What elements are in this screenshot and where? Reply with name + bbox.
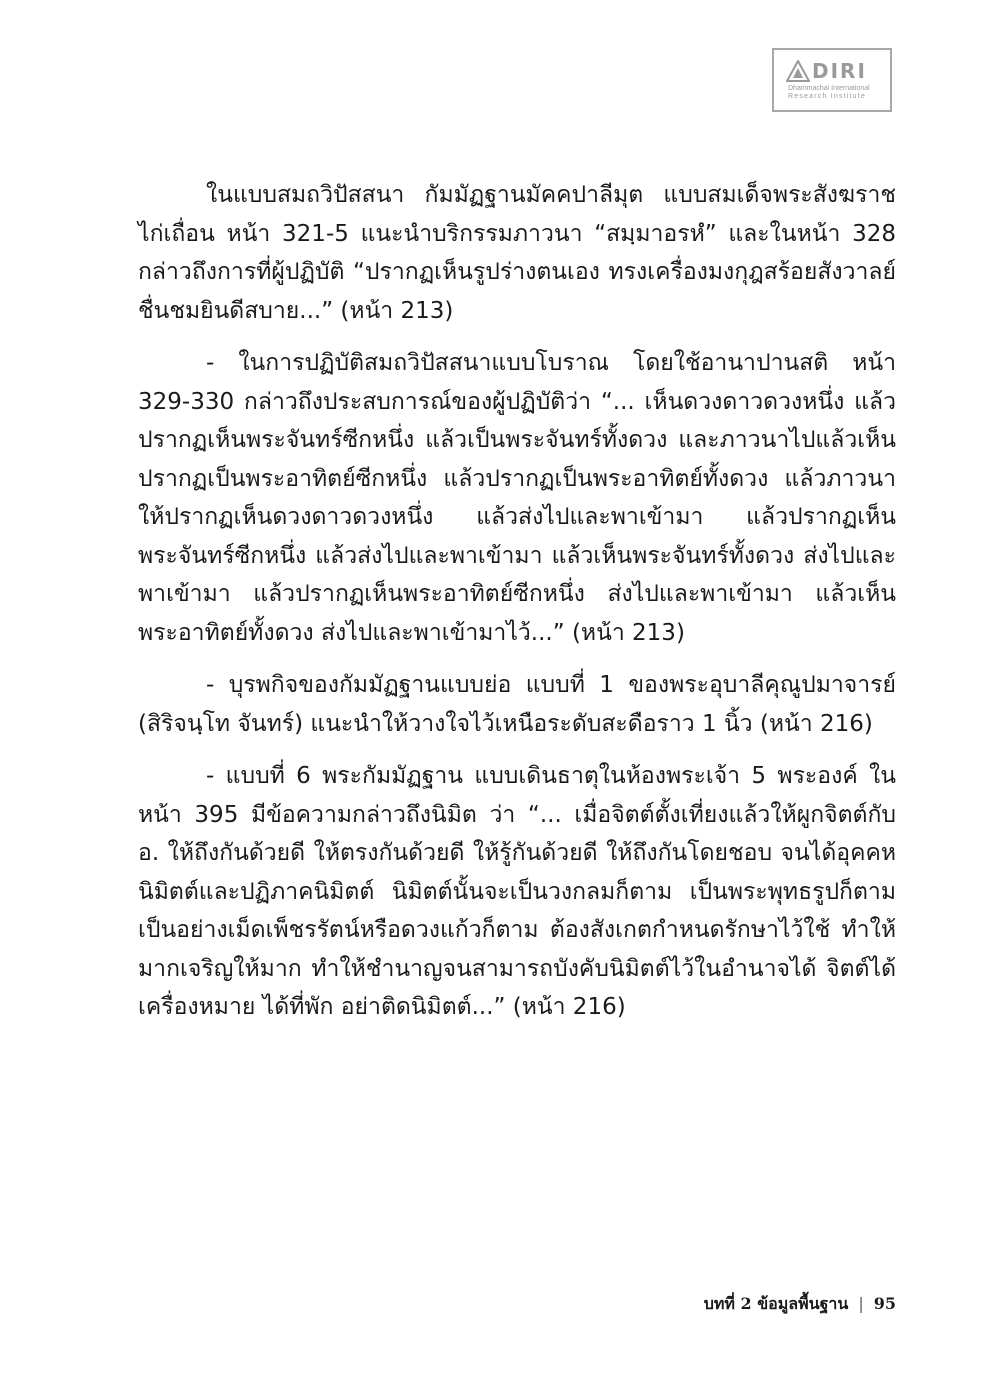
triangle-logo-icon — [786, 60, 810, 82]
paragraph: - บุรพกิจของกัมมัฏฐานแบบย่อ แบบที่ 1 ของพระอุบาลีคุณูปมาจารย์ (สิริจนฺโท จันทร์) แนะนำให้วางใจไว้เหนือระดับสะดือราว 1 นิ้ว (หน้า 216) — [138, 672, 896, 737]
institute-logo — [772, 48, 892, 112]
paragraph: - ในการปฏิบัติสมถวิปัสสนาแบบโบราณ โดยใช้อานาปานสติ หน้า 329-330 กล่าวถึงประสบการณ์ของผู้ปฏิบัติว่า “... เห็นดวงดาวดวงหนึ่ง แล้วปรากฏเห็นพระจันทร์ซีกหนึ่ง แล้วเป็นพระจันทร์ทั้งดวง และภาวนาไปแล้วเห็นปรากฏเป็นพระอาทิตย์ซีกหนึ่ง แล้วปรากฏเป็นพระอาทิตย์ทั้งดวง แล้วภาวนาให้ปรากฏเห็นดวงดาวดวงหนึ่ง แล้วส่งไปและพาเข้ามา แล้วปรากฏเห็นพระจันทร์ซีกหนึ่ง แล้วส่งไปและพาเข้ามา แล้วเห็นพระจันทร์ทั้งดวง ส่งไปและพาเข้ามา แล้วปรากฏเห็นพระอาทิตย์ซีกหนึ่ง ส่งไปและพาเข้ามา แล้วเห็นพระอาทิตย์ทั้งดวง ส่งไปและพาเข้ามาไว้...” (หน้า 213) — [138, 350, 896, 646]
body-text — [138, 176, 896, 1027]
page-number: 95 — [873, 1294, 896, 1313]
footer-separator: | — [858, 1294, 864, 1313]
logo-subtitle-line2: Research Institute — [788, 93, 867, 100]
chapter-title: บทที่ 2 ข้อมูลพื้นฐาน — [703, 1294, 849, 1313]
logo-subtitle-line1: Dhammachai International — [788, 85, 870, 92]
paragraph: ในแบบสมถวิปัสสนา กัมมัฏฐานมัคคปาลีมุต แบบสมเด็จพระสังฆราช ไก่เถื่อน หน้า 321-5 แนะนำบริกรรมภาวนา “สมฺมาอรหํ” และในหน้า 328 กล่าวถึงการที่ผู้ปฏิบัติ “ปรากฏเห็นรูปร่างตนเอง ทรงเครื่องมงกุฎสร้อยสังวาลย์ ชื่นชมยินดีสบาย...” (หน้า 213) — [138, 182, 896, 324]
logo-abbreviation: DIRI — [812, 59, 867, 83]
paragraph: - แบบที่ 6 พระกัมมัฏฐาน แบบเดินธาตุในห้องพระเจ้า 5 พระองค์ ในหน้า 395 มีข้อความกล่าวถึงนิมิต ว่า “... เมื่อจิตต์ตั้งเที่ยงแล้วให้ผูกจิตต์กับ อ. ให้ถึงกันด้วยดี ให้ตรงกันด้วยดี ให้รู้กันด้วยดี ให้ถึงกันโดยชอบ จนได้อุคคหนิมิตต์และปฏิภาคนิมิตต์ นิมิตต์นั้นจะเป็นวงกลมก็ตาม เป็นพระพุทธรูปก็ตาม เป็นอย่างเม็ดเพ็ชรรัตน์หรือดวงแก้วก็ตาม ต้องสังเกตกำหนดรักษาไว้ใช้ ทำให้มากเจริญให้มาก ทำให้ชำนาญจนสามารถบังคับนิมิตต์ไว้ในอำนาจได้ จิตต์ได้เครื่องหมาย ได้ที่พัก อย่าติดนิมิตต์...” (หน้า 216) — [138, 763, 896, 1020]
page-footer — [704, 1292, 896, 1317]
